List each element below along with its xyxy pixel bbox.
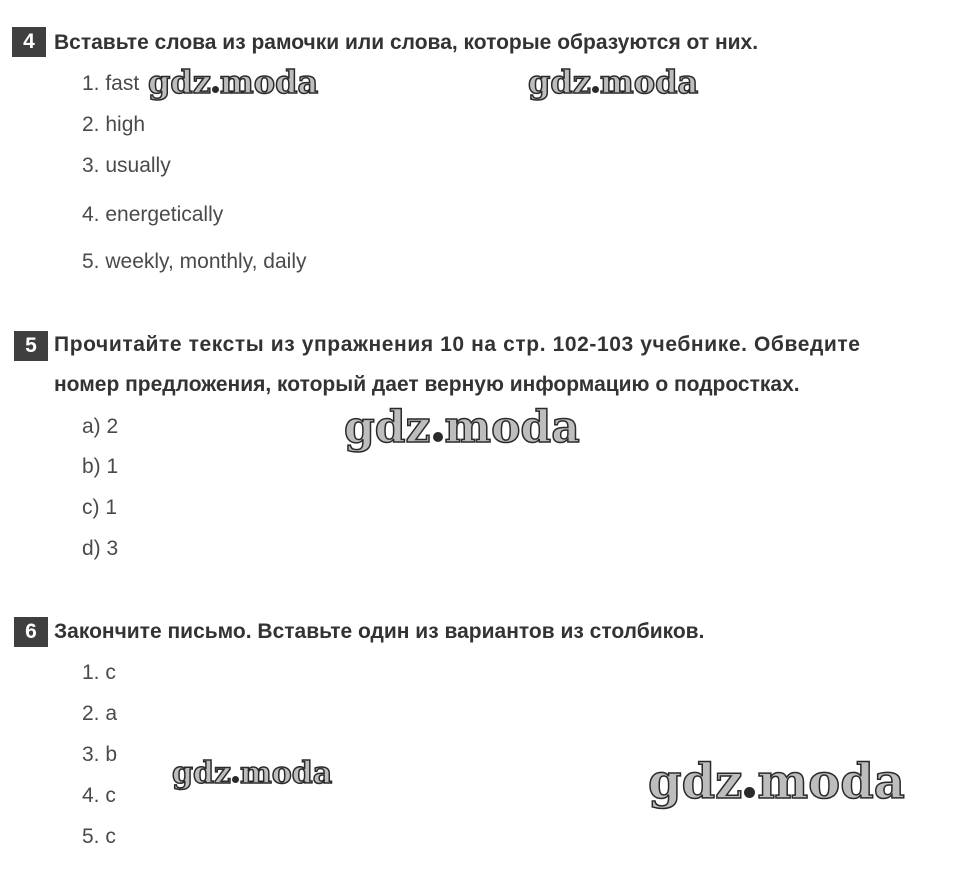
exercise-instruction-line: Прочитайте тексты из упражнения 10 на стр. 102-103 учебнике. Обведите (54, 333, 861, 356)
answer-item: 2. high (82, 113, 146, 136)
answer-item: 5. weekly, monthly, daily (82, 250, 307, 273)
answer-item: 3. usually (82, 154, 171, 177)
answer-item: 1. fast (82, 72, 140, 95)
answer-item: a) 2 (82, 415, 119, 438)
exercise-number-badge: 6 (14, 617, 48, 647)
watermark-logo: gdz moda (344, 402, 580, 453)
exercise-instruction: Вставьте слова из рамочки или слова, которые образуются от них. (54, 31, 759, 54)
exercise-instruction-line: номер предложения, который дает верную информацию о подростках. (54, 373, 800, 396)
exercise-instruction: Закончите письмо. Вставьте один из вариантов из столбиков. (54, 620, 705, 643)
watermark-logo: gdz moda (148, 63, 319, 101)
answer-item: 1. c (82, 661, 116, 684)
answer-item: 3. b (82, 743, 118, 766)
answer-item: 2. a (82, 702, 118, 725)
exercise-number-badge: 4 (12, 27, 46, 57)
answer-item: 4. c (82, 784, 116, 807)
answer-item: 4. energetically (82, 203, 224, 226)
answer-item: d) 3 (82, 537, 119, 560)
answer-item: c) 1 (82, 496, 118, 519)
watermark-logo: gdz moda (648, 754, 905, 810)
watermark-logo: gdz moda (172, 756, 333, 791)
watermark-logo: gdz moda (528, 63, 699, 101)
answer-item: b) 1 (82, 455, 119, 478)
exercise-number-badge: 5 (14, 331, 48, 361)
answer-item: 5. c (82, 825, 116, 848)
